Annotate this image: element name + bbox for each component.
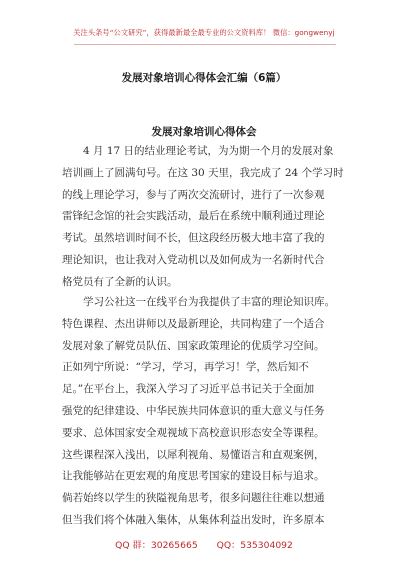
paragraph-line: 强党的纪律建设、中华民族共同体意识的重大意义与任务 [62,404,325,417]
paragraph-line: 学习公社这一在线平台为我提供了丰富的理论知识库。 [83,296,335,308]
paragraph-line: 4 月 17 日的结业理论考试，为为期一个月的发展对象 [83,145,334,157]
paragraph-line: 正如列宁所说：“学习，学习，再学习！学，然后知不 [62,361,309,374]
paragraph-line: 理论知识，也让我对入党动机以及如何成为一名新时代合 [62,253,325,266]
paragraph-1 [62,141,348,294]
paragraph-line: 足。”在平台上，我深入学习了习近平总书记关于全面加 [62,383,315,396]
section-title: 发展对象培训心得体会 [151,126,257,138]
paragraph-line: 倘若始终以学生的狭隘视角思考，很多问题往往难以想通 [62,492,325,505]
qq-label: QQ：535304092 [216,540,293,551]
paragraph-line: 这些课程深入浅出，以犀利视角、易懂语言和直观案例， [62,448,325,461]
paragraph-line: 但当我们将个体融入集体，从集体利益出发时，许多原本 [62,513,325,526]
paragraph-line: 的线上理论学习，参与了两次交流研讨，进行了一次参观 [62,188,325,201]
header-notice: 关注头条号“公文研究”，获得最新最全最专业的公文资料库！ 微信：gongwenyj [73,28,335,37]
paragraph-line: 特色课程、杰出讲师以及最新理论，共同构建了一个适合 [62,317,325,330]
paragraph-2 [62,292,348,532]
paragraph-line: 考试。虽然培训时间不长，但这段经历极大地丰富了我的 [62,232,325,245]
footer-contact [0,537,408,551]
paragraph-line: 格党员有了全新的认识。 [62,275,178,288]
paragraph-line: 要求、总体国家安全观视域下高校意识形态安全等课程。 [62,426,325,439]
paragraph-line: 发展对象了解党员队伍、国家政策理论的优质学习空间。 [62,339,325,352]
header-divider [74,44,336,45]
paragraph-line: 培训画上了圆满句号。在这 30 天里，我完成了 24 个学习时 [62,166,344,179]
document-title: 发展对象培训心得体会汇编（6篇） [121,72,287,84]
paragraph-line: 雷锋纪念馆的社会实践活动，最后在系统中顺利通过理论 [62,210,325,223]
qq-group-label: QQ 群：30265665 [115,540,198,551]
paragraph-line: 让我能够站在更宏观的角度思考国家的建设目标与追求。 [62,470,325,483]
